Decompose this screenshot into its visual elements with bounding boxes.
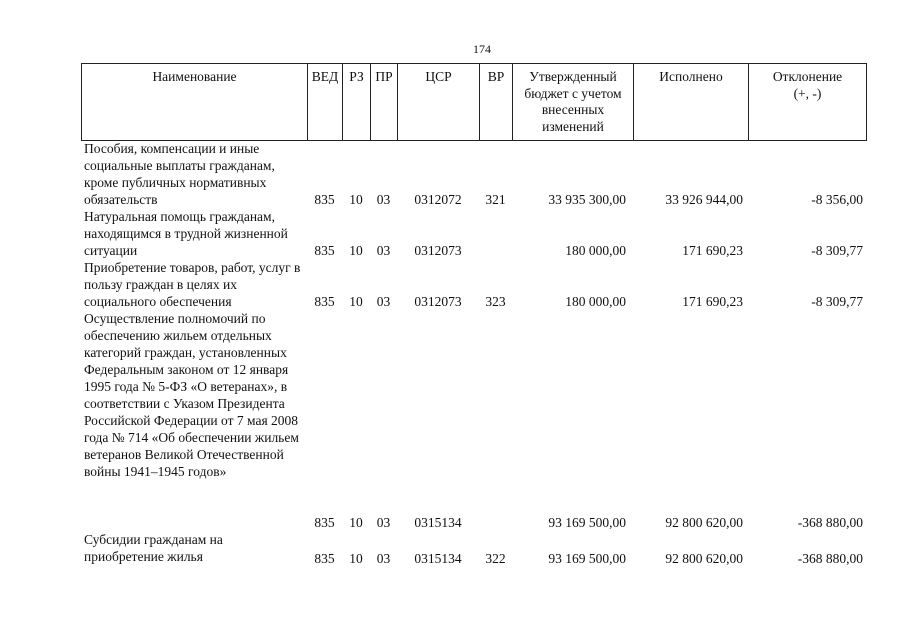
header-csr: ЦСР	[397, 64, 479, 140]
row-csr: 0312073	[414, 294, 462, 309]
row-ved: 835	[314, 515, 335, 530]
header-name: Наименование	[81, 64, 307, 140]
row-executed: 92 800 620,00	[665, 551, 743, 566]
row-vr: 322	[485, 551, 506, 566]
table-header	[81, 63, 867, 141]
row-csr: 0315134	[414, 515, 462, 530]
row-csr: 0315134	[414, 551, 462, 566]
row-rz: 10	[349, 551, 363, 566]
header-vr: ВР	[479, 64, 512, 140]
table-row	[81, 140, 867, 208]
row-ved: 835	[314, 192, 335, 207]
row-name: Осуществление полномочий по обеспечению жильем отдельных категорий граждан, установленных Федеральным законом от 12 января 1995 года № 5-ФЗ «О ветеранах», в соответствии с Указом Президента Российской Федерации от 7 мая 2008 года № 714 «Об обеспечении жильем ветеранов Великой Отечественной войны 1941–1945 годов»	[84, 311, 299, 479]
row-deviation: -8 309,77	[811, 243, 863, 258]
header-rz: РЗ	[342, 64, 370, 140]
row-name: Субсидии гражданам на приобретение жилья	[84, 532, 223, 564]
row-rz: 10	[349, 515, 363, 530]
row-name: Приобретение товаров, работ, услуг в пользу граждан в целях их социального обеспечения	[84, 260, 301, 309]
row-name: Натуральная помощь гражданам, находящимся в трудной жизненной ситуации	[84, 209, 288, 258]
row-deviation: -8 356,00	[811, 192, 863, 207]
row-approved: 180 000,00	[565, 243, 626, 258]
row-approved: 180 000,00	[565, 294, 626, 309]
header-approved: Утвержденный бюджет с учетом внесенных изменений	[512, 64, 633, 140]
table-row	[81, 531, 867, 567]
table-row	[81, 208, 867, 259]
row-pr: 03	[376, 294, 391, 309]
table-row	[81, 310, 867, 531]
row-ved: 835	[314, 551, 335, 566]
row-executed: 171 690,23	[682, 243, 743, 258]
row-name: Пособия, компенсации и иные социальные выплаты гражданам, кроме публичных нормативных обязательств	[84, 141, 275, 207]
page-number: 174	[473, 42, 491, 56]
row-approved: 93 169 500,00	[548, 551, 626, 566]
row-executed: 171 690,23	[682, 294, 743, 309]
header-deviation: Отклонение (+, -)	[748, 64, 867, 140]
row-ved: 835	[314, 243, 335, 258]
row-pr: 03	[376, 243, 391, 258]
row-rz: 10	[349, 294, 363, 309]
row-deviation: -368 880,00	[797, 551, 863, 566]
row-pr: 03	[376, 192, 391, 207]
row-approved: 33 935 300,00	[548, 192, 626, 207]
row-executed: 92 800 620,00	[665, 515, 743, 530]
header-executed: Исполнено	[633, 64, 748, 140]
row-ved: 835	[314, 294, 335, 309]
row-rz: 10	[349, 192, 363, 207]
row-rz: 10	[349, 243, 363, 258]
row-deviation: -8 309,77	[811, 294, 863, 309]
table-row	[81, 259, 867, 310]
row-csr: 0312073	[414, 243, 462, 258]
row-approved: 93 169 500,00	[548, 515, 626, 530]
row-vr: 323	[485, 294, 506, 309]
row-deviation: -368 880,00	[797, 515, 863, 530]
row-vr: 321	[485, 192, 506, 207]
row-csr: 0312072	[414, 192, 462, 207]
row-pr: 03	[376, 515, 391, 530]
row-executed: 33 926 944,00	[665, 192, 743, 207]
header-ved: ВЕД	[307, 64, 342, 140]
row-pr: 03	[376, 551, 391, 566]
header-pr: ПР	[370, 64, 397, 140]
